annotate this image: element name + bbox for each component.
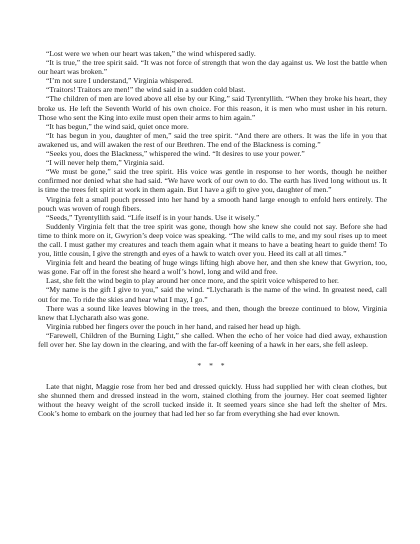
paragraph: There was a sound like leaves blowing in the trees, and then, though the breeze continued to blow, Virginia knew that Llycharath also was gone.: [38, 303, 387, 322]
paragraph: “I’m not sure I understand,” Virginia whispered.: [46, 76, 193, 86]
paragraph: Virginia rubbed her fingers over the pouch in her hand, and raised her head up high.: [46, 321, 301, 331]
paragraph: “Farewell, Children of the Burning Light,” she called. When the echo of her voice had died away, exhaustion fell over her. She lay down in the clearing, and with the far-off keening of a hawk in her ears, she fell asleep.: [38, 330, 387, 349]
paragraph: “It has begun in you, daughter of men,” said the tree spirit. “And there are others. It was the life in you that awakened us, and will awaken the rest of our Brethren. The end of the Blackness is coming.”: [38, 130, 387, 149]
paragraph: Late that night, Maggie rose from her bed and dressed quickly. Huss had supplied her with clean clothes, but she shunned them and dressed instead in the worn, stained clothing from the journey. Her coat seemed lighter without the heavy weight of the scroll tucked inside it. It seemed years since she had left the shelter of Mrs. Cook’s home to embark on the journey that had led her so far from everything she had ever known.: [38, 382, 387, 419]
paragraph: “The children of men are loved above all else by our King,” said Tyrentyllith. “When they broke his heart, they broke us. He left the Seventh World of his own choice. For this reason, it is men who must usher in his return. Those who sent the King into exile must open their arms to him again.”: [38, 94, 387, 122]
paragraph: “It has begun,” the wind said, quiet once more.: [46, 121, 189, 131]
paragraph: Virginia felt a small pouch pressed into her hand by a smooth hand large enough to enfold hers entirely. The pouch was woven of rough fibers.: [38, 194, 387, 213]
paragraph: “Seeds,” Tyrentyllith said. “Life itself is in your hands. Use it wisely.”: [46, 212, 260, 222]
page-body-text: [38, 49, 387, 419]
paragraph: “We must be gone,” said the tree spirit. His voice was gentle in response to her words, though he neither confirmed nor denied what she had said. “We have work of our own to do. The earth has lived long without us. It is time the trees felt spirit at work in them again. But I have a gift to give you, daughter of men.”: [38, 167, 387, 195]
paragraph: Virginia felt and heard the beating of huge wings lifting high above her, and then she knew that Gwyrion, too, was gone. Far off in the forest she heard a wolf’s howl, long and wild and free.: [38, 258, 387, 277]
paragraph: “My name is the gift I give to you,” said the wind. “Llycharath is the name of the wind. In greatest need, call out for me. To ride the skies and hear what I may, I go.”: [38, 285, 387, 304]
section-separator: * * *: [197, 361, 228, 371]
paragraph: “Lost were we when our heart was taken,” the wind whispered sadly.: [46, 49, 256, 58]
paragraph: Suddenly Virginia felt that the tree spirit was gone, though how she knew she could not say. Before she had time to think more on it, Gwyrion’s deep voice was speaking. “The wild calls to me, and my soul rises up to meet the call. I must gather my creatures and teach them again what it means to have a beating heart to guide them! To you, little cousin, I give the strength and eyes of a hawk to watch over you. Heed its call at all times.”: [38, 221, 387, 259]
paragraph: Last, she felt the wind begin to play around her once more, and the spirit voice whispered to her.: [46, 276, 339, 286]
paragraph: “I will never help them,” Virginia said.: [46, 158, 165, 168]
paragraph: “Traitors! Traitors are men!” the wind said in a sudden cold blast.: [46, 85, 246, 95]
paragraph: “Seeks you, does the Blackness,” whispered the wind. “It desires to use your power.”: [46, 149, 305, 159]
paragraph: “It is true,” the tree spirit said. “It was not force of strength that won the day against us. We lost the battle when our heart was broken.”: [38, 58, 387, 77]
